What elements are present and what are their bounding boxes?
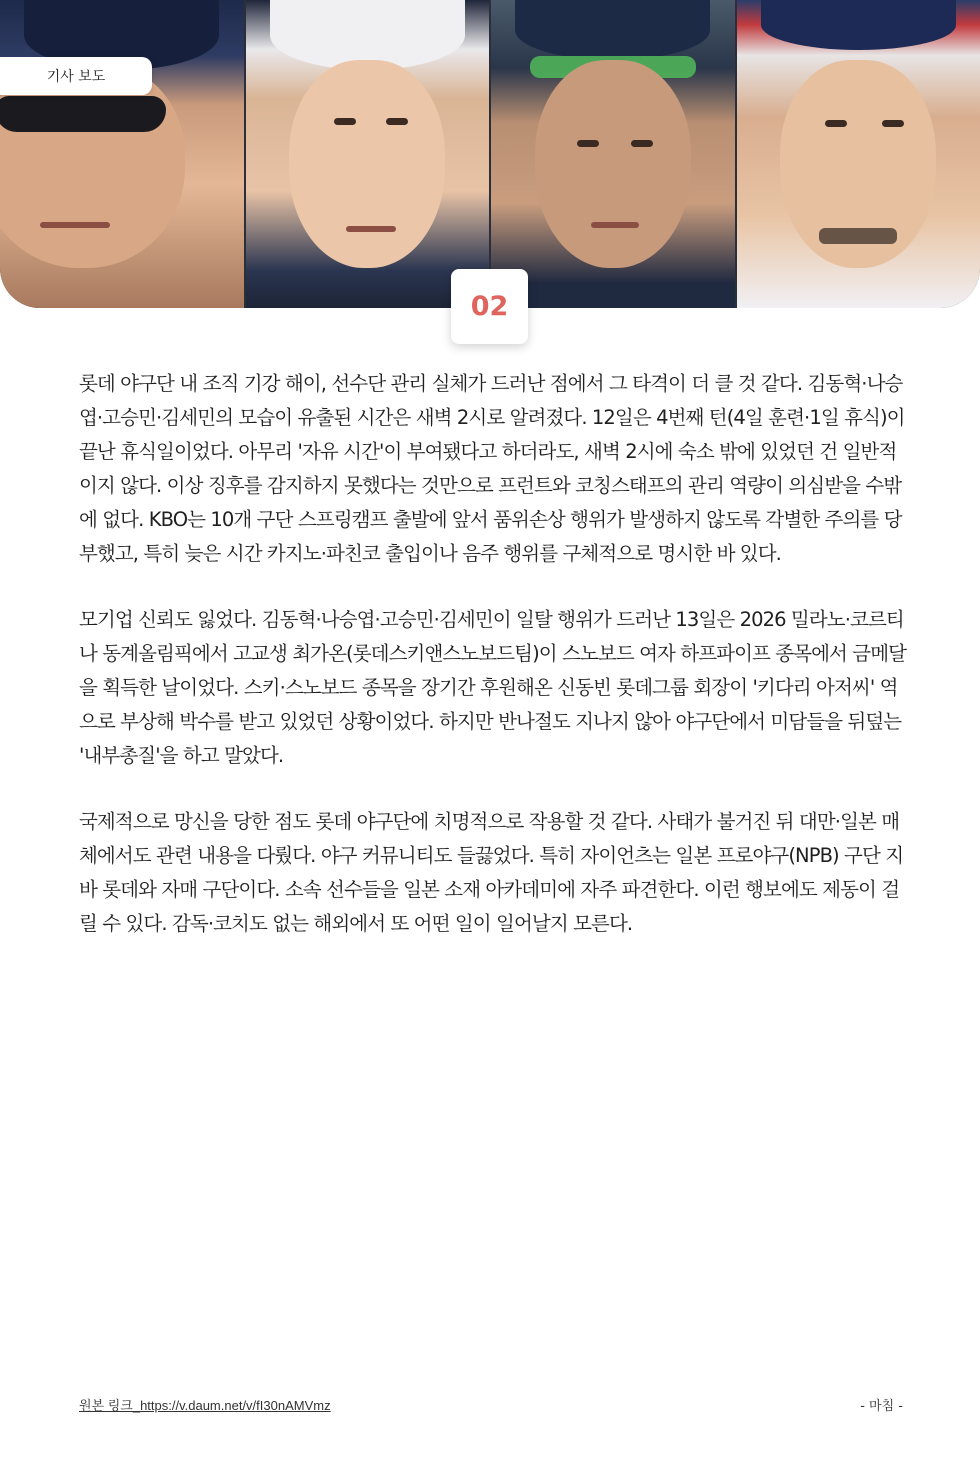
article-paragraph: 모기업 신뢰도 잃었다. 김동혁·나승엽·고승민·김세민이 일탈 행위가 드러난 13일은 2026 밀라노·코르티나 동계올림픽에서 고교생 최가온(롯데스키앤스노보드팀)이 스노보드 여자 하프파이프 종목에서 금메달을 획득한 날이었다. 스키·스노보드 종목을 장기간 후원해온 신동빈 롯데그룹 회장이 '키다리 아저씨' 역으로 부상해 박수를 받고 있었던 상황이었다. 하지만 반나절도 지나지 않아 야구단에서 미담들을 뒤덮는 '내부총질'을 하고 말았다. <box>79 608 907 767</box>
article-paragraph: 롯데 야구단 내 조직 기강 해이, 선수단 관리 실체가 드러난 점에서 그 타격이 더 클 것 같다. 김동혁·나승엽·고승민·김세민의 모습이 유출된 시간은 새벽 2시로 알려졌다. 12일은 4번째 턴(4일 훈련·1일 휴식)이 끝난 휴식일이었다. 아무리 '자유 시간'이 부여됐다고 하더라도, 새벽 2시에 숙소 밖에 있었던 건 일반적이지 않다. 이상 징후를 감지하지 못했다는 것만으로 프런트와 코칭스태프의 관리 역량이 의심받을 수밖에 없다. KBO는 10개 구단 스프링캠프 출발에 앞서 품위손상 행위가 발생하지 않도록 각별한 주의를 당부했고, 특히 늦은 시간 카지노·파친코 출입이나 음주 행위를 구체적으로 명시한 바 있다. <box>79 372 905 565</box>
header-photo-strip <box>0 0 980 308</box>
player-photo-4 <box>737 0 980 308</box>
cap-shape <box>515 0 710 60</box>
eye-shape <box>334 118 356 125</box>
beard-shape <box>819 228 897 244</box>
player-photo-1 <box>0 0 246 308</box>
cap-shape <box>761 0 956 50</box>
sunglasses-shape <box>0 96 166 132</box>
player-photo-2 <box>246 0 492 308</box>
eye-shape <box>882 120 904 127</box>
article-body <box>79 367 909 973</box>
eye-shape <box>825 120 847 127</box>
face-shape <box>535 60 691 268</box>
eye-shape <box>631 140 653 147</box>
article-paragraph: 국제적으로 망신을 당한 점도 롯데 야구단에 치명적으로 작용할 것 같다. 사태가 불거진 뒤 대만·일본 매체에서도 관련 내용을 다뤘다. 야구 커뮤니티도 들끓었다. 특히 자이언츠는 일본 프로야구(NPB) 구단 지바 롯데와 자매 구단이다. 소속 선수들을 일본 소재 아카데미에 자주 파견한다. 이런 행보에도 제동이 걸릴 수 있다. 감독·코치도 없는 해외에서 또 어떤 일이 일어날지 모른다. <box>79 810 904 935</box>
face-shape <box>289 60 445 268</box>
category-tag: 기사 보도 <box>0 57 152 95</box>
eye-shape <box>577 140 599 147</box>
mouth-shape <box>346 226 396 232</box>
page-number-badge: 02 <box>451 269 528 344</box>
mouth-shape <box>40 222 110 228</box>
mouth-shape <box>591 222 639 228</box>
eye-shape <box>386 118 408 125</box>
end-mark: - 마침 - <box>860 1399 903 1414</box>
player-photo-3 <box>491 0 737 308</box>
source-link[interactable]: 원본 링크_https://v.daum.net/v/fI30nAMVmz <box>79 1398 331 1413</box>
